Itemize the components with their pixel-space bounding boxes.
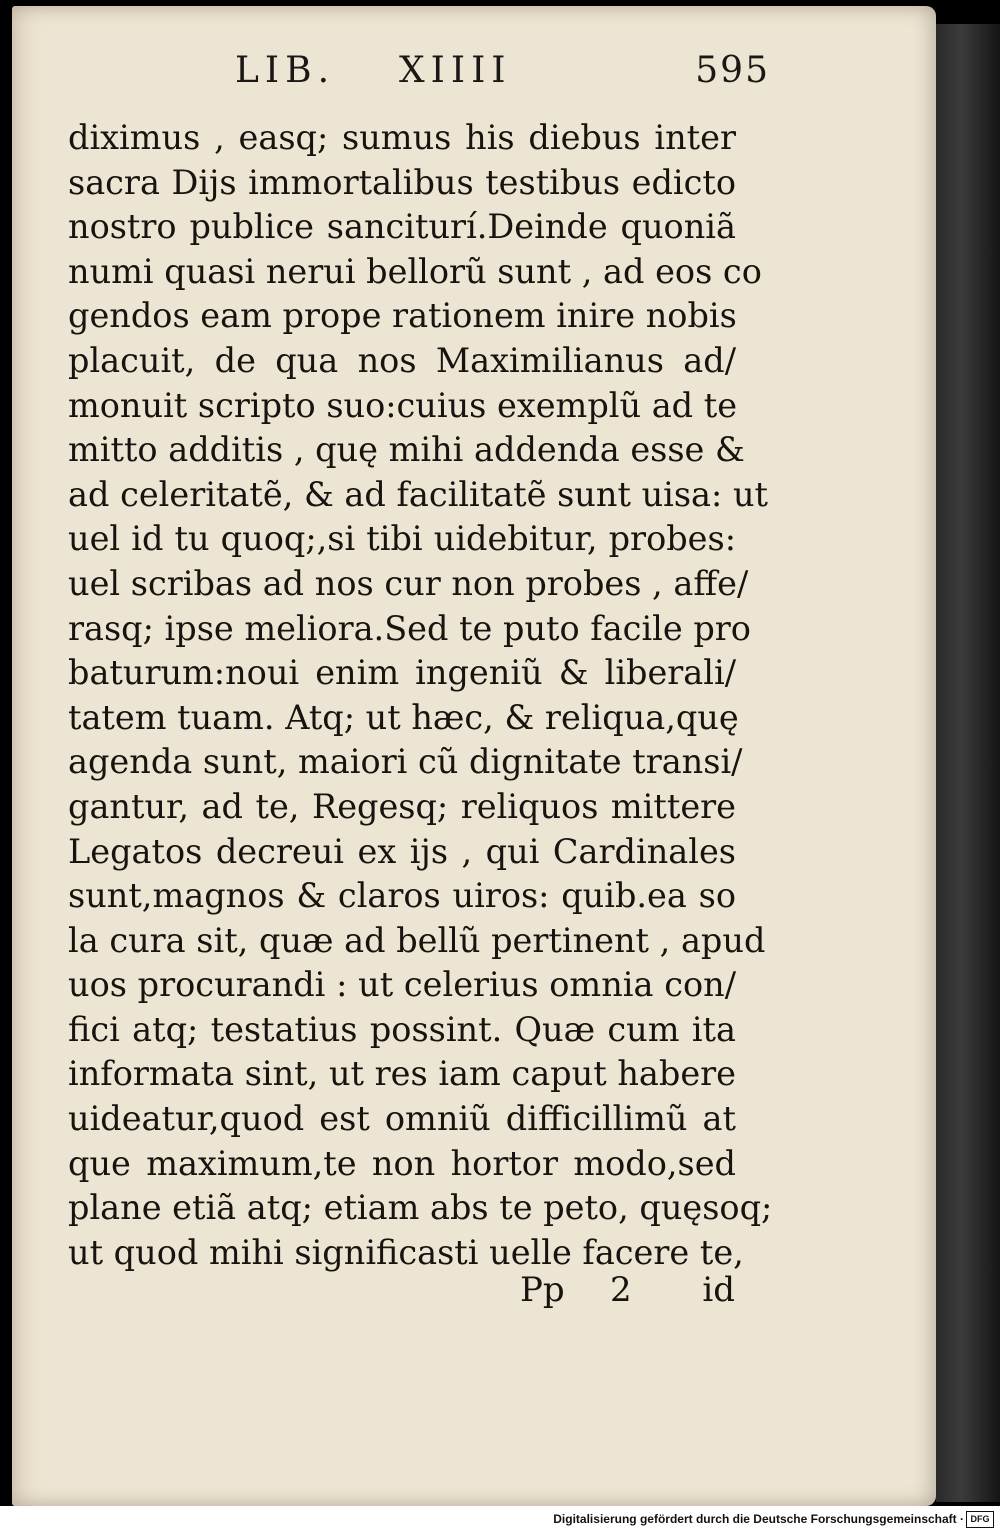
book-edge xyxy=(936,24,1000,1502)
running-header xyxy=(235,50,770,110)
text-line: sacra Dijs immortalibus testibus edicto xyxy=(68,162,736,202)
text-line: uos procurandi : ut celerius omnia con/ xyxy=(68,965,736,1005)
book-label: LIB. xyxy=(235,50,336,91)
dfg-logo-icon: DFG xyxy=(966,1511,994,1528)
text-line: Legatos decreui ex ijs , qui Cardinales xyxy=(68,831,736,871)
text-line: ut quod mihi significasti uelle facere te, xyxy=(68,1232,744,1272)
text-line: sunt,magnos & claros uiros: quib.ea so xyxy=(68,876,736,916)
text-line: nostro publice sanciturí.Deinde quoniã xyxy=(68,207,736,247)
funding-notice: Digitalisierung gefördert durch die Deutsche Forschungsgemeinschaft · xyxy=(553,1512,964,1526)
text-line: monuit scripto suo:cuius exemplũ ad te xyxy=(68,385,738,425)
footer-bar xyxy=(0,1506,1000,1532)
text-line: agenda sunt, maiori cũ dignitate transi/ xyxy=(68,742,743,782)
text-line: informata sint, ut res iam caput habere xyxy=(68,1054,736,1094)
text-line: numi quasi nerui bellorũ sunt , ad eos co xyxy=(68,251,762,291)
text-line: baturum:noui enim ingeniũ & liberali/ xyxy=(68,653,736,693)
text-line: uel id tu quoq;,si tibi uidebitur, probes: xyxy=(68,519,736,559)
page-number: 595 xyxy=(695,50,770,91)
text-line: rasq; ipse meliora.Sed te puto facile pro xyxy=(68,608,751,648)
text-line: que maximum,te non hortor modo,sed xyxy=(68,1143,736,1183)
text-line: mitto additis , quę mihi addenda esse & xyxy=(68,430,745,470)
text-line: tatem tuam. Atq; ut hæc, & reliqua,quę xyxy=(68,697,739,737)
signature-mark: Pp xyxy=(520,1270,565,1310)
text-line: la cura sit, quæ ad bellũ pertinent , apud xyxy=(68,920,766,960)
catchline xyxy=(520,1270,735,1320)
book-number: XIIII xyxy=(399,50,512,91)
text-line: fici atq; testatius possint. Quæ cum ita xyxy=(68,1009,736,1049)
body-text xyxy=(68,116,773,1275)
text-line: plane etiã atq; etiam abs te peto, quęsoq; xyxy=(68,1188,773,1228)
signature-number: 2 xyxy=(610,1270,632,1310)
text-line: ad celeritatẽ, & ad facilitatẽ sunt uisa: ut xyxy=(68,474,768,514)
text-line: placuit, de qua nos Maximilianus ad/ xyxy=(68,340,736,380)
text-line: gantur, ad te, Regesq; reliquos mittere xyxy=(68,786,736,826)
catchword: id xyxy=(702,1270,735,1310)
text-line: uel scribas ad nos cur non probes , affe/ xyxy=(68,563,749,603)
text-line: uideatur,quod est omniũ difficillimũ at xyxy=(68,1099,736,1139)
text-line: diximus , easq; sumus his diebus inter xyxy=(68,118,736,157)
text-line: gendos eam prope rationem inire nobis xyxy=(68,296,737,336)
